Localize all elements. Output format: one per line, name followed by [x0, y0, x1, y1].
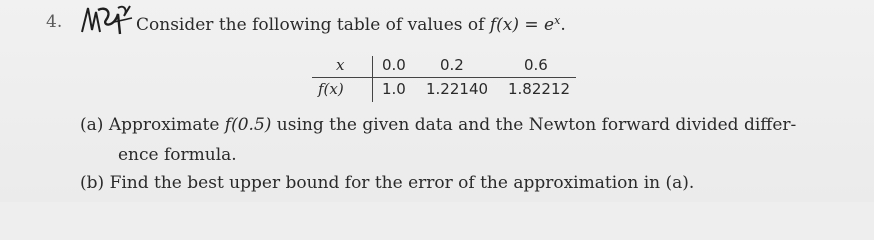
table-row-label-x: x	[336, 56, 345, 74]
exponent: x	[554, 14, 561, 27]
table-vertical-rule	[372, 56, 373, 102]
intro-text: Consider the following table of values of	[136, 15, 485, 35]
question-number: 4.	[46, 12, 63, 32]
part-b-label: (b)	[80, 173, 105, 193]
part-a-math: f(0.5)	[224, 115, 272, 135]
table-cell-f-1: 1.22140	[426, 80, 489, 98]
part-a-line1	[80, 115, 796, 135]
table-cell-x-2: 0.6	[524, 56, 548, 74]
part-a-text-post: using the given data and the Newton forward divided differ-	[276, 115, 797, 135]
table-row-label-fx: f(x)	[318, 80, 344, 98]
part-a-line2: ence formula.	[118, 145, 237, 165]
question-intro	[136, 14, 566, 35]
table-horizontal-rule	[312, 77, 576, 78]
table-cell-x-0: 0.0	[382, 56, 406, 74]
table-cell-x-1: 0.2	[440, 56, 464, 74]
values-table	[312, 54, 576, 104]
part-b	[80, 173, 694, 193]
intro-period: .	[560, 15, 566, 35]
part-a-label: (a)	[80, 115, 104, 135]
function-expression: $f(x) = e^x$	[489, 14, 561, 35]
table-cell-f-0: 1.0	[382, 80, 406, 98]
table-cell-f-2: 1.82212	[508, 80, 571, 98]
part-b-text: Find the best upper bound for the error of the approximation in (a).	[109, 173, 695, 193]
part-a-text-pre: Approximate	[108, 115, 220, 135]
handwritten-scribble-icon	[78, 2, 134, 38]
